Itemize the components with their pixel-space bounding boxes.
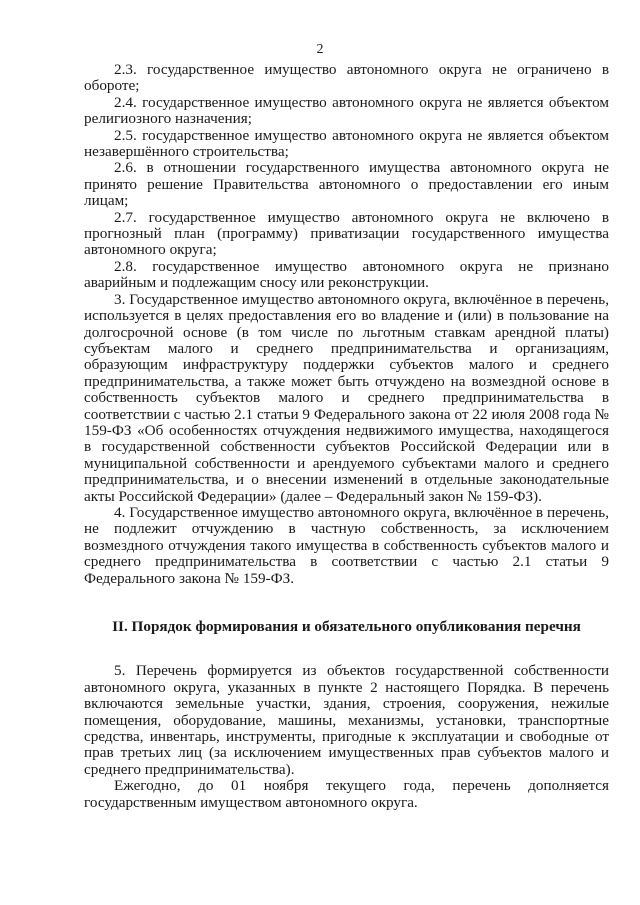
paragraph-2-6: 2.6. в отношении государственного имущества автономного округа не принято решение Правительства автономного о предоставлении его иным лицам; <box>84 159 609 210</box>
paragraph-2-8: 2.8. государственное имущество автономного округа не признано аварийным и подлежащим сносу или реконструкции. <box>84 257 609 292</box>
paragraph-2-5: 2.5. государственное имущество автономного округа не является объектом незавершённого строительства; <box>84 126 609 161</box>
section-title: II. Порядок формирования и обязательного опубликования перечня <box>112 618 581 635</box>
paragraph-2-4: 2.4. государственное имущество автономного округа не является объектом религиозного назначения; <box>84 93 609 128</box>
document-body <box>84 62 609 811</box>
paragraph-4: 4. Государственное имущество автономного округа, включённое в перечень, не подлежит отчуждению в частную собственность, за исключением возмездного отчуждения такого имущества в собственность субъектов малого и среднего предпринимательства в соответствии с частью 2.1 статьи 9 Федерального закона № 159-ФЗ. <box>84 503 609 587</box>
page-number: 2 <box>316 42 324 57</box>
paragraph-5: 5. Перечень формируется из объектов государственной собственности автономного округа, указанных в пункте 2 настоящего Порядка. В перечень включаются земельные участки, здания, строения, сооружения, нежилые помещения, оборудование, машины, механизмы, установки, транспортные средства, инвентарь, инструменты, пригодные к эксплуатации и свободные от прав третьих лиц (за исключением имущественных прав субъектов малого и среднего предпринимательства). <box>84 662 609 778</box>
paragraph-2-3: 2.3. государственное имущество автономного округа не ограничено в обороте; <box>84 61 609 95</box>
paragraph-3: 3. Государственное имущество автономного округа, включённое в перечень, используется в целях предоставления его во владение и (или) в пользование на долгосрочной основе (в том числе по льготным ставкам арендной платы) субъектам малого и среднего предпринимательства и организациям, образующим инфраструктуру поддержки субъектов малого и среднего предпринимательства, а также может быть отчуждено на возмездной основе в собственность субъектов малого и среднего предпринимательства в соответствии с частью 2.1 статьи 9 Федерального закона от 22 июля 2008 года № 159-ФЗ «Об особенностях отчуждения недвижимого имущества, находящегося в государственной собственности субъектов Российской Федерации или в муниципальной собственности и арендуемого субъектами малого и среднего предпринимательства, и о внесении изменений в отдельные законодательные акты Российской Федерации» (далее – Федеральный закон № 159-ФЗ). <box>84 290 609 505</box>
paragraph-annual-update: Ежегодно, до 01 ноября текущего года, перечень дополняется государственным имуществом автономного округа. <box>84 777 609 811</box>
paragraph-2-7: 2.7. государственное имущество автономного округа не включено в прогнозный план (программу) приватизации государственного имущества автономного округа; <box>84 208 609 259</box>
